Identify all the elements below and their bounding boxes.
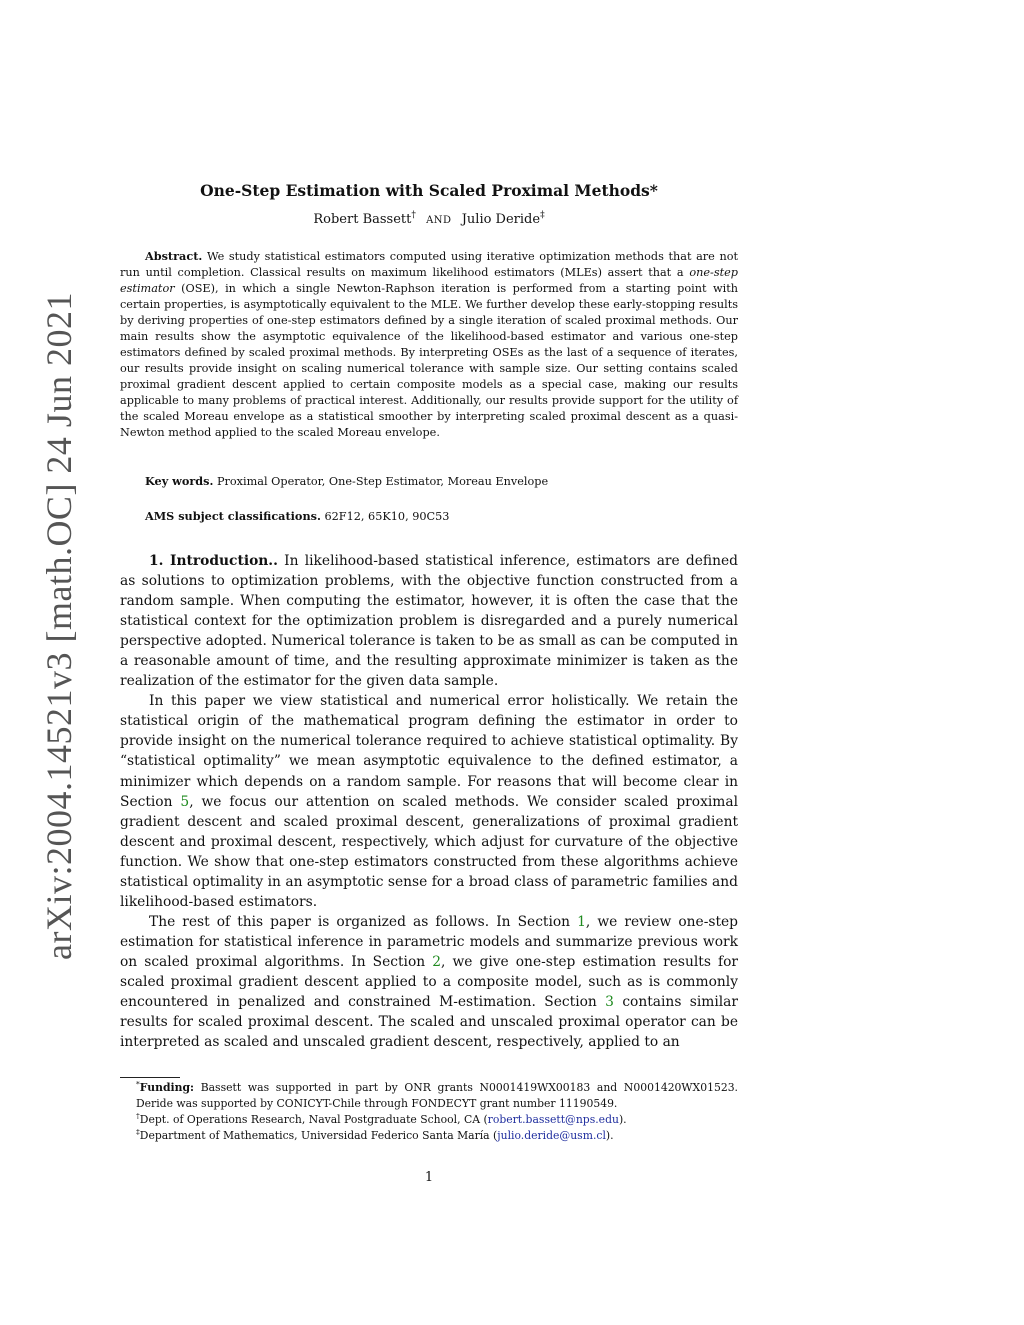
- footnote-mark: †: [136, 1111, 140, 1121]
- paragraph: [120, 551, 738, 691]
- section-reference-link[interactable]: 1: [577, 913, 586, 930]
- keywords-label: Key words.: [145, 474, 214, 488]
- paragraph-text: , we focus our attention on scaled methods. We consider scaled proximal gradient descent and scaled proximal descent, generalizations of proximal gradient descent and proximal descent, respectively, which adjust for curvature of the objective function. We show that one-step estimators constructed from these algorithms achieve statistical optimality in an asymptotic sense for a broad class of parametric families and likelihood-based estimators.: [120, 793, 739, 910]
- affiliation-mark: †: [411, 210, 416, 221]
- section-reference-link[interactable]: 3: [605, 994, 614, 1011]
- paragraph-text: , we give one-step estimation results for scaled proximal gradient descent applied to a composite model, such as is commonly encountered in penalized and constrained M-estimation. Section: [120, 953, 738, 1011]
- section-reference-link[interactable]: 2: [432, 953, 442, 970]
- affiliation-close: ).: [618, 1113, 627, 1126]
- abstract-text: We study statistical estimators computed using iterative optimization methods that are not run until completion. Classical results on maximum likelihood estimators (MLEs) assert that a: [120, 250, 738, 279]
- affiliation-footnote: [120, 1128, 738, 1144]
- paragraph: [120, 912, 738, 1052]
- keywords-text: Proximal Operator, One-Step Estimator, Moreau Envelope: [216, 475, 549, 488]
- affiliation-footnote: [120, 1112, 738, 1128]
- abstract-label: Abstract.: [145, 249, 203, 263]
- funding-footnote: [120, 1080, 738, 1112]
- author-name: Julio Deride: [461, 212, 541, 227]
- funding-label: Funding:: [139, 1081, 194, 1094]
- ams-label: AMS subject classifications.: [145, 509, 321, 523]
- author-conjunction: AND: [426, 215, 452, 226]
- page-number: 1: [424, 1170, 434, 1185]
- paragraph-text: contains similar results for scaled proximal descent. The scaled and unscaled proximal operator can be interpreted as scaled and unscaled gradient descent, respectively, applied to an: [120, 994, 738, 1051]
- footnote-divider: [120, 1077, 180, 1078]
- ams-text: 62F12, 65K10, 90C53: [324, 510, 450, 523]
- paragraph: [120, 691, 738, 912]
- abstract-text: (OSE), in which a single Newton-Raphson iteration is performed from a starting point with certain properties, is asymptotically equivalent to the MLE. We further develop these early-stopping results by deriving properties of one-step estimators defined by a single iteration of scaled proximal methods. Our main results show the asymptotic equivalence of the likelihood-based estimator and various one-step estimators defined by scaled proximal methods. By interpreting OSEs as the last of a sequence of iterates, our results provide insight on scaling numerical tolerance with sample size. Our setting contains scaled proximal gradient descent applied to certain composite models as a special case, making our results applicable to many problems of practical interest. Additionally, our results provide support for the utility of the scaled Moreau envelope as a statistical smoother by interpreting scaled proximal descent as a quasi-Newton method applied to the scaled Moreau envelope.: [120, 282, 738, 439]
- ams-classifications: [145, 508, 738, 525]
- abstract: [120, 248, 738, 441]
- paragraph-text: The rest of this paper is organized as follows. In Section: [149, 913, 571, 930]
- introduction-section: [120, 551, 738, 1052]
- affiliation-mark: ‡: [540, 210, 545, 221]
- paper-title: One-Step Estimation with Scaled Proximal Methods*: [200, 181, 658, 200]
- arxiv-identifier: arXiv:2004.14521v3 [math.OC] 24 Jun 2021: [39, 292, 79, 960]
- abstract-emphasis: one-step estimator: [120, 266, 738, 295]
- section-reference-link[interactable]: 5: [180, 793, 190, 810]
- affiliation-close: ).: [605, 1129, 614, 1142]
- keywords: [145, 473, 738, 490]
- paragraph-text: In this paper we view statistical and numerical error holistically. We retain the statistical origin of the mathematical program defining the estimator in order to provide insight on the numerical tolerance required to achieve statistical optimality. By “statistical optimality” we mean asymptotic equivalence to the defined estimator, a minimizer which depends on a random sample. For reasons that will become clear in Section: [120, 693, 738, 810]
- author-line: [120, 212, 738, 227]
- funding-text: Bassett was supported in part by ONR grants N0001419WX00183 and N0001420WX01523. Deride was supported by CONICYT-Chile through FONDECYT grant number 11190549.: [136, 1081, 738, 1110]
- section-heading: 1. Introduction..: [149, 553, 278, 569]
- author-name: Robert Bassett: [313, 212, 412, 227]
- email-link[interactable]: robert.bassett@nps.edu: [487, 1113, 619, 1126]
- paragraph-text: , we review one-step estimation for statistical inference in parametric models and summarize previous work on scaled proximal algorithms. In Section: [120, 913, 739, 970]
- email-link[interactable]: julio.deride@usm.cl: [497, 1129, 606, 1142]
- footnote-mark: *: [136, 1079, 140, 1089]
- paragraph-text: In likelihood-based statistical inference, estimators are defined as solutions to optimization problems, with the objective function constructed from a random sample. When computing the estimator, however, it is often the case that the statistical context for the optimization problem is disregarded and a purely numerical perspective adopted. Numerical tolerance is taken to be as small as can be computed in a reasonable amount of time, and the resulting approximate minimizer is taken as the realization of the estimator for the given data sample.: [120, 553, 738, 690]
- affiliation-text: Department of Mathematics, Universidad Federico Santa María (: [139, 1129, 498, 1142]
- footnote-mark: ‡: [136, 1127, 140, 1137]
- affiliation-text: Dept. of Operations Research, Naval Postgraduate School, CA (: [139, 1113, 488, 1126]
- footnotes: [120, 1080, 738, 1144]
